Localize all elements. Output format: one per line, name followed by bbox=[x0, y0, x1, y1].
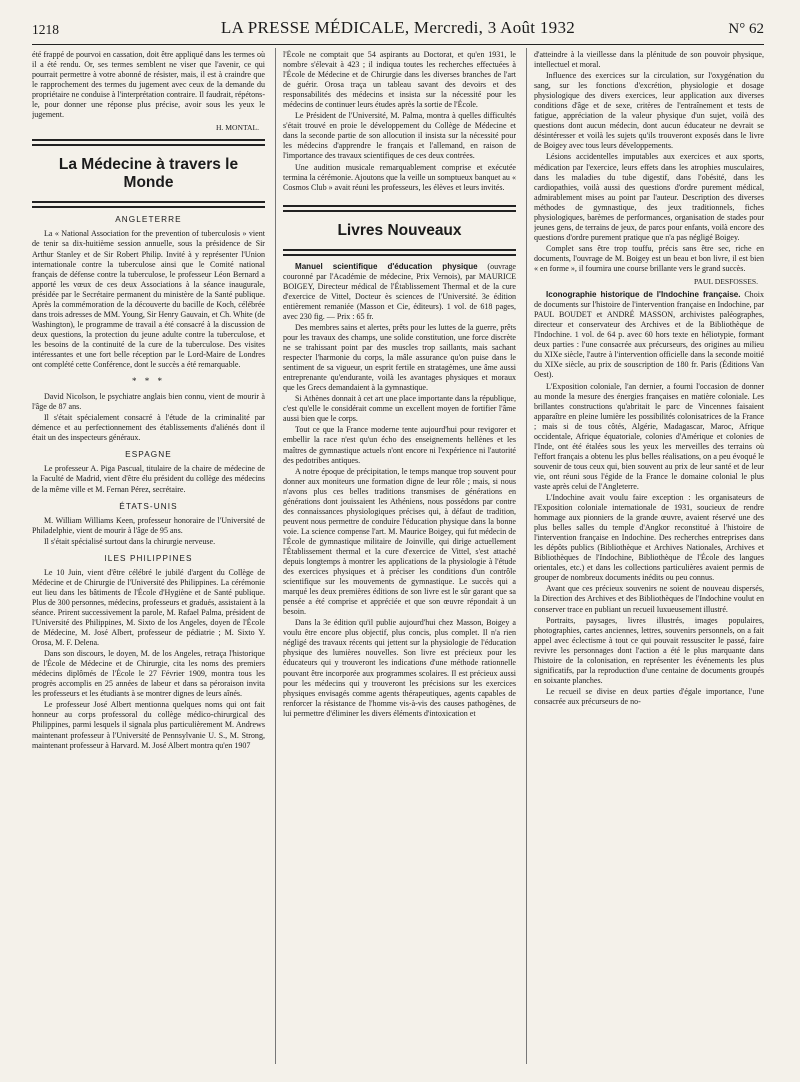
section-title: La Médecine à travers le Monde bbox=[58, 156, 239, 192]
subheading: ESPAGNE bbox=[125, 450, 172, 460]
paragraph: Il s'était spécialement consacré à l'étude de la criminalité par démence et au perfectionnement des établissements d'aliénés dont il était un des inspecteurs généraux. bbox=[32, 413, 265, 443]
paragraph: A notre époque de précipitation, le temps manque trop souvent pour donner aux moniteurs une formation digne de leur rôle ; mais, si nous n'avons plus ces belles traditions transmises de générations en générations dont jouissaient les Athéniens, nous possédons par contre des connaissances physiologiques précises qui, à défaut de tradition, peuvent nous permettre de conduire l'éducation physique dans la bonne voie. La science compense l'art. M. Maurice Boigey, qui fut médecin de l'École de gymnastique militaire de Joinville, qui dirige actuellement l'Établissement thermal et la cure d'exercice de Vittel, s'est attaché depuis longtemps à montrer les applications de la physiologie à l'étude des exercices physiques et à préciser les conditions d'un contrôle scientifique sur les mouvements de gymnastique. Le succès qui a marqué les deux premières éditions de son livre est le sûr garant que sa pensée a été comprise et appréciée et que son œuvre répondait à un besoin. bbox=[283, 466, 516, 617]
section-rule bbox=[32, 201, 265, 208]
signature: H. MONTAL. bbox=[215, 123, 259, 133]
paragraph: Portraits, paysages, livres illustrés, images populaires, photographies, cartes anciennes, lettres, souvenirs personnels, on a fait appel avec éclectisme à tout ce qui pouvait ressusciter le passé, faire revivre les personnages dont l'action a été le plus marquante dans l'histoire de la colonisation, en représenter les événements les plus significatifs, par la reproduction d'une centaine de documents groupés en soixante planches. bbox=[534, 615, 764, 685]
section-rule bbox=[32, 139, 265, 146]
paragraph: Le 10 Juin, vient d'être célébré le jubilé d'argent du Collège de Médecine et de Chirurgie de l'Université des Philippines. La cérémonie eut lieu dans les bâtiments de l'École d'Hygiène et de Santé publique. Plus de 300 personnes, médecins, professeurs et gradués, assistaient à la séance. Prirent successivement la parole, M. Rafael Palma, président de l'Université des Philippines, M. Sixto de los Angeles, doyen de l'École de Médecine, M. José Albert, professeur de pédiatrie ; M. Sixto Y. Orosa, M. F. Delena. bbox=[32, 567, 265, 648]
paragraph: L'Indochine avait voulu faire exception : les organisateurs de l'Exposition coloniale internationale de 1931, soucieux de rendre hommage aux pionniers de la grande œuvre, avaient réservé une des plus belles salles du temple d'Angkor reconstitué à l'histoire de l'intervention française en Indochine. Des recherches entreprises dans les dépôts publics (Bibliothèque et Archives Nationales, Archives et Bibliothèques de l'Indochine, Bibliothèque de l'École des langues orientales, etc.) et dans les collections particulières avaient permis de grouper de nombreux documents inédits ou peu connus. bbox=[534, 493, 764, 583]
book-reference: Choix de documents sur l'histoire de l'intervention française en Indochine, par PAUL BOUDET et ANDRÉ MASSON, archivistes paléographes, directeur et conservateur des Archives et de la Bibliothèque de l'Indochine. 1 vol. de 64 p. avec 60 hors texte en héliotypie, formant deux parties : l'une consacrée aux précurseurs, des origines au milieu du XIXe siècle, l'autre à l'intervention officielle dans la seconde moitié du XIXe siècle, au prix de souscription de 180 fr. Paris (Éditions Van Oest). bbox=[534, 290, 764, 380]
paragraph: Il s'était spécialisé surtout dans la chirurgie nerveuse. bbox=[44, 536, 216, 546]
paragraph: Lésions accidentelles imputables aux exercices et aux sports, médication par l'exercice, leurs effets dans les atrophies musculaires, dans les maladies du tube digestif, dans l'obésité, dans les cardiopathies, voilà aussi des questions d'ordre purement médical, admirablement mises au point par l'auteur. Description des diverses méthodes de gymnastique, des jeux traditionnels, fiches physiologiques, barèmes de performances, organisation de stades pour jeunes gens, de terrains de jeux, de parcs pour enfants, voilà encore des questions d'ordre purement pratique que n'a pas négligé Boigey. bbox=[534, 152, 764, 242]
journal-title: LA PRESSE MÉDICALE, Mercredi, 3 Août 1932 bbox=[220, 18, 576, 37]
page-number: 1218 bbox=[32, 22, 59, 37]
paragraph: L'Exposition coloniale, l'an dernier, a fourni l'occasion de donner au monde la mesure des énergies françaises en matière coloniale. Les brillantes constructions qu'abritait le parc de Vincennes faisaient apparaître en pleine lumière les possibilités colonisatrices de la France ; mais si de tous côtés, Algérie, Madagascar, Maroc, Afrique occidentale, Afrique équatoriale, colonies d'Amérique et colonies de l'Inde, ont été étalées sous les yeux les merveilles des terrains où l'effort français a obtenu les plus belles réalisations, on a peu évoqué le souvenir de tous ceux qui, bien souvent au prix de leur santé et de leur vie, ont réuni sous l'égide de la France le domaine colonial le plus vaste après celui de l'Angleterre. bbox=[534, 381, 764, 491]
section-rule bbox=[283, 249, 516, 256]
header-rule bbox=[32, 44, 764, 45]
paragraph: Complet sans être trop touffu, précis sans être sec, riche en documents, l'ouvrage de M. Boigey est un beau et bon livre, il est bien « en forme », il fournira une course brillante vers le grand succès. bbox=[534, 243, 764, 273]
paragraph: Le professeur A. Piga Pascual, titulaire de la chaire de médecine de la Faculté de Madrid, vient d'être élu président du collège des médecins de la même ville et M. Fernan Pérez, secrétaire. bbox=[32, 464, 265, 494]
separator: * * * bbox=[132, 376, 165, 387]
paragraph: Tout ce que la France moderne tente aujourd'hui pour revigorer et embellir la race n'est qu'un écho des enseignements hellènes et les maîtres de gymnastique actuels n'ont encore ni l'expérience ni l'autorité des pedotribes antiques. bbox=[283, 425, 516, 465]
column-2 bbox=[283, 50, 516, 1070]
subheading: ÉTATS-UNIS bbox=[119, 501, 178, 511]
subheading: ANGLETERRE bbox=[115, 215, 182, 225]
paragraph: Des membres sains et alertes, prêts pour les luttes de la guerre, prêts pour les travaux des champs, une solide constitution, une force discrète ne se trahissant point par des muscles trop saillants, mais sachant respecter l'harmonie du corps, la mâle assurance qu'on puise dans le sentiment de sa vigueur, un esprit fertile en stratagèmes, une âme aussi entreprenante qu'endurante, voilà les avantages physiques et moraux que les Grecs demandaient à la gymnastique. bbox=[283, 322, 516, 393]
signature: PAUL DESFOSSES. bbox=[693, 277, 758, 287]
paragraph: La « National Association for the prevention of tuberculosis » vient de tenir sa dix-huitième session annuelle, sous la présidence de Sir Arthur Stanley et de Sir Robert Philip. Invité à y représenter l'Union internationale contre la tuberculose ainsi que le Comité national français de défense contre la tuberculose, le professeur Léon Bernard a apporté les vœux de ces deux Associations à la séance inaugurale, présidée par le Secrétaire permanent du ministère de la Santé publique. Après la commémoration de la découverte du bacille de Koch, célébrée dans trois adresses de MM. Young, Sir Henry Gauvain, et Ch. White (de Washington), le programme de travail a été consacré à la discussion de deux questions, la protection du jeune adulte contre la tuberculose, et les besoins de la continuité de la cure de la tuberculose. Des visites intéressantes et une fort belle réception par le Lord-Maire de Londres ont complété cette Conférence, dont le succès a été remarquable. bbox=[32, 229, 265, 370]
page-header bbox=[32, 18, 764, 40]
paragraph: Si Athènes donnait à cet art une place importante dans la république, c'est qu'elle le considérait comme un excellent moyen de fortifier l'âme aussi bien que le corps. bbox=[283, 394, 516, 424]
column-divider bbox=[526, 48, 527, 1064]
column-divider bbox=[275, 48, 276, 1064]
column-3 bbox=[534, 50, 764, 1070]
paragraph: Dans son discours, le doyen, M. de los Angeles, retraça l'historique de l'École de Médecine et de Chirurgie, cita les noms des premiers médecins diplômés de l'École le 27 Février 1909, montra tous les progrès accomplis en 25 années de labeur et dans sa péroraison invita les professeurs et les étudiants à se montrer dignes de leurs aînés. bbox=[32, 649, 265, 699]
paragraph: Avant que ces précieux souvenirs ne soient de nouveau dispersés, la Direction des Archives et des Bibliothèques de l'Indochine voulut en conserver trace en publiant un recueil luxueusement illustré. bbox=[534, 584, 764, 614]
column-1 bbox=[32, 50, 265, 1030]
paragraph: Le professeur José Albert mentionna quelques noms qui ont fait honneur au corps professoral du collège médico-chirurgical des Philippines, parmi lesquels il signala plus particulièrement M. Andrews maintenant professeur à l'Université de Pennsylvanie U. S., M. Strong, maintenant professeur à Harvard. M. José Albert montra qu'en 1907 bbox=[32, 700, 265, 750]
paragraph: M. William Williams Keen, professeur honoraire de l'Université de Philadelphie, vient de mourir à l'âge de 95 ans. bbox=[32, 515, 265, 535]
paragraph: Dans la 3e édition qu'il publie aujourd'hui chez Masson, Boigey a voulu être encore plus objectif, plus concis, plus complet. Il n'a rien négligé des travaux récents qui jettent sur la physiologie de l'éducation physique des lumières nouvelles. Son livre est précieux pour les éducateurs qui y trouveront les indications d'une méthode rationnelle pouvant être incorporée aux programmes scolaires. Il est précieux aussi pour les médecins qui y trouveront les précisions sur les exercices physiques envisagés comme agents thérapeutiques, agents capables de renforcer la résistance de l'homme vis-à-vis des causes pathogènes, de lui permettre d'éliminer les divers éléments d'intoxication et bbox=[283, 618, 516, 718]
paragraph: d'atteindre à la vieillesse dans la plénitude de son pouvoir physique, intellectuel et moral. bbox=[534, 50, 764, 70]
paragraph: Le recueil se divise en deux parties d'égale importance, l'une consacrée aux précurseurs de no- bbox=[534, 686, 764, 706]
issue-number: N° 62 bbox=[728, 21, 764, 37]
book-title: Manuel scientifique d'éducation physique bbox=[295, 261, 478, 271]
book-reference: (ouvrage couronné par l'Académie de médecine, Prix Vernois), par MAURICE BOIGEY, Directeur médical de l'Établissement Thermal et de la cure d'exercice de Vittel, Docteur ès sciences de l'Université. 3e édition entièrement remaniée (Masson et Cie, éditeurs). 1 vol. de 618 pages, avec 230 fig. — Prix : 65 fr. bbox=[283, 261, 516, 321]
paragraph: Influence des exercices sur la circulation, sur l'oxygénation du sang, sur les fonctions d'excrétion, physiologie et dosage physiologique des divers exercices, leur application aux diverses conditions d'âge et de sexe, critères de l'entraînement et tests de fatigue, appréciation de la valeur physique d'un sujet, voilà des questions dont aucun médecin, dont aucun éducateur ne devrait se désintéresser et voilà les sujets qu'ils trouveront exposés dans le livre de Boigey avec tous leurs développements. bbox=[534, 71, 764, 151]
paragraph: Le Président de l'Université, M. Palma, montra à quelles difficultés s'était trouvé en proie le développement du Collège de Médecine et dans la seconde partie de son allocution il insista sur la nécessité pour les médecins d'apprendre le français et l'allemand, en raison de l'importance des travaux scientifiques de ces deux contrées. bbox=[283, 111, 516, 161]
book-title: Iconographie historique de l'Indochine française. bbox=[546, 290, 741, 300]
section-rule bbox=[283, 205, 516, 212]
paragraph: été frappé de pourvoi en cassation, doit être appliqué dans les termes où il a été rendu. Or, ses termes semblent ne viser que l'avenir, ce qui pourrait permettre à votre abonné de résister, mais, il est à craindre que le rapprochement des termes du jugement avec ceux de la demande du propriétaire ne conduise à l'interprétation contraire. Il faudrait, répétons-le, pour donner une réponse plus précise, avoir sous les yeux le jugement. bbox=[32, 50, 265, 120]
paragraph: David Nicolson, le psychiatre anglais bien connu, vient de mourir à l'âge de 87 ans. bbox=[32, 392, 265, 412]
paragraph: l'École ne comptait que 54 aspirants au Doctorat, et qu'en 1931, le nombre s'élevait à 423 ; il indiqua toutes les recherches effectuées à l'École de Médecine et de Chirurgie dans les diverses branches de l'art de guérir. Orosa traça un tableau savant des devoirs et des responsabilités des médecins et insista sur la nécessité pour les médecins de continuer leurs études après la sortie de l'École. bbox=[283, 50, 516, 110]
section-title: Livres Nouveaux bbox=[337, 221, 462, 239]
subheading: ILES PHILIPPINES bbox=[104, 553, 193, 563]
paragraph: Une audition musicale remarquablement comprise et exécutée termina la cérémonie. Ajoutons que la veille un somptueux banquet au « Cosmos Club » avait réuni les professeurs, les élèves et leurs invités. bbox=[283, 162, 516, 192]
